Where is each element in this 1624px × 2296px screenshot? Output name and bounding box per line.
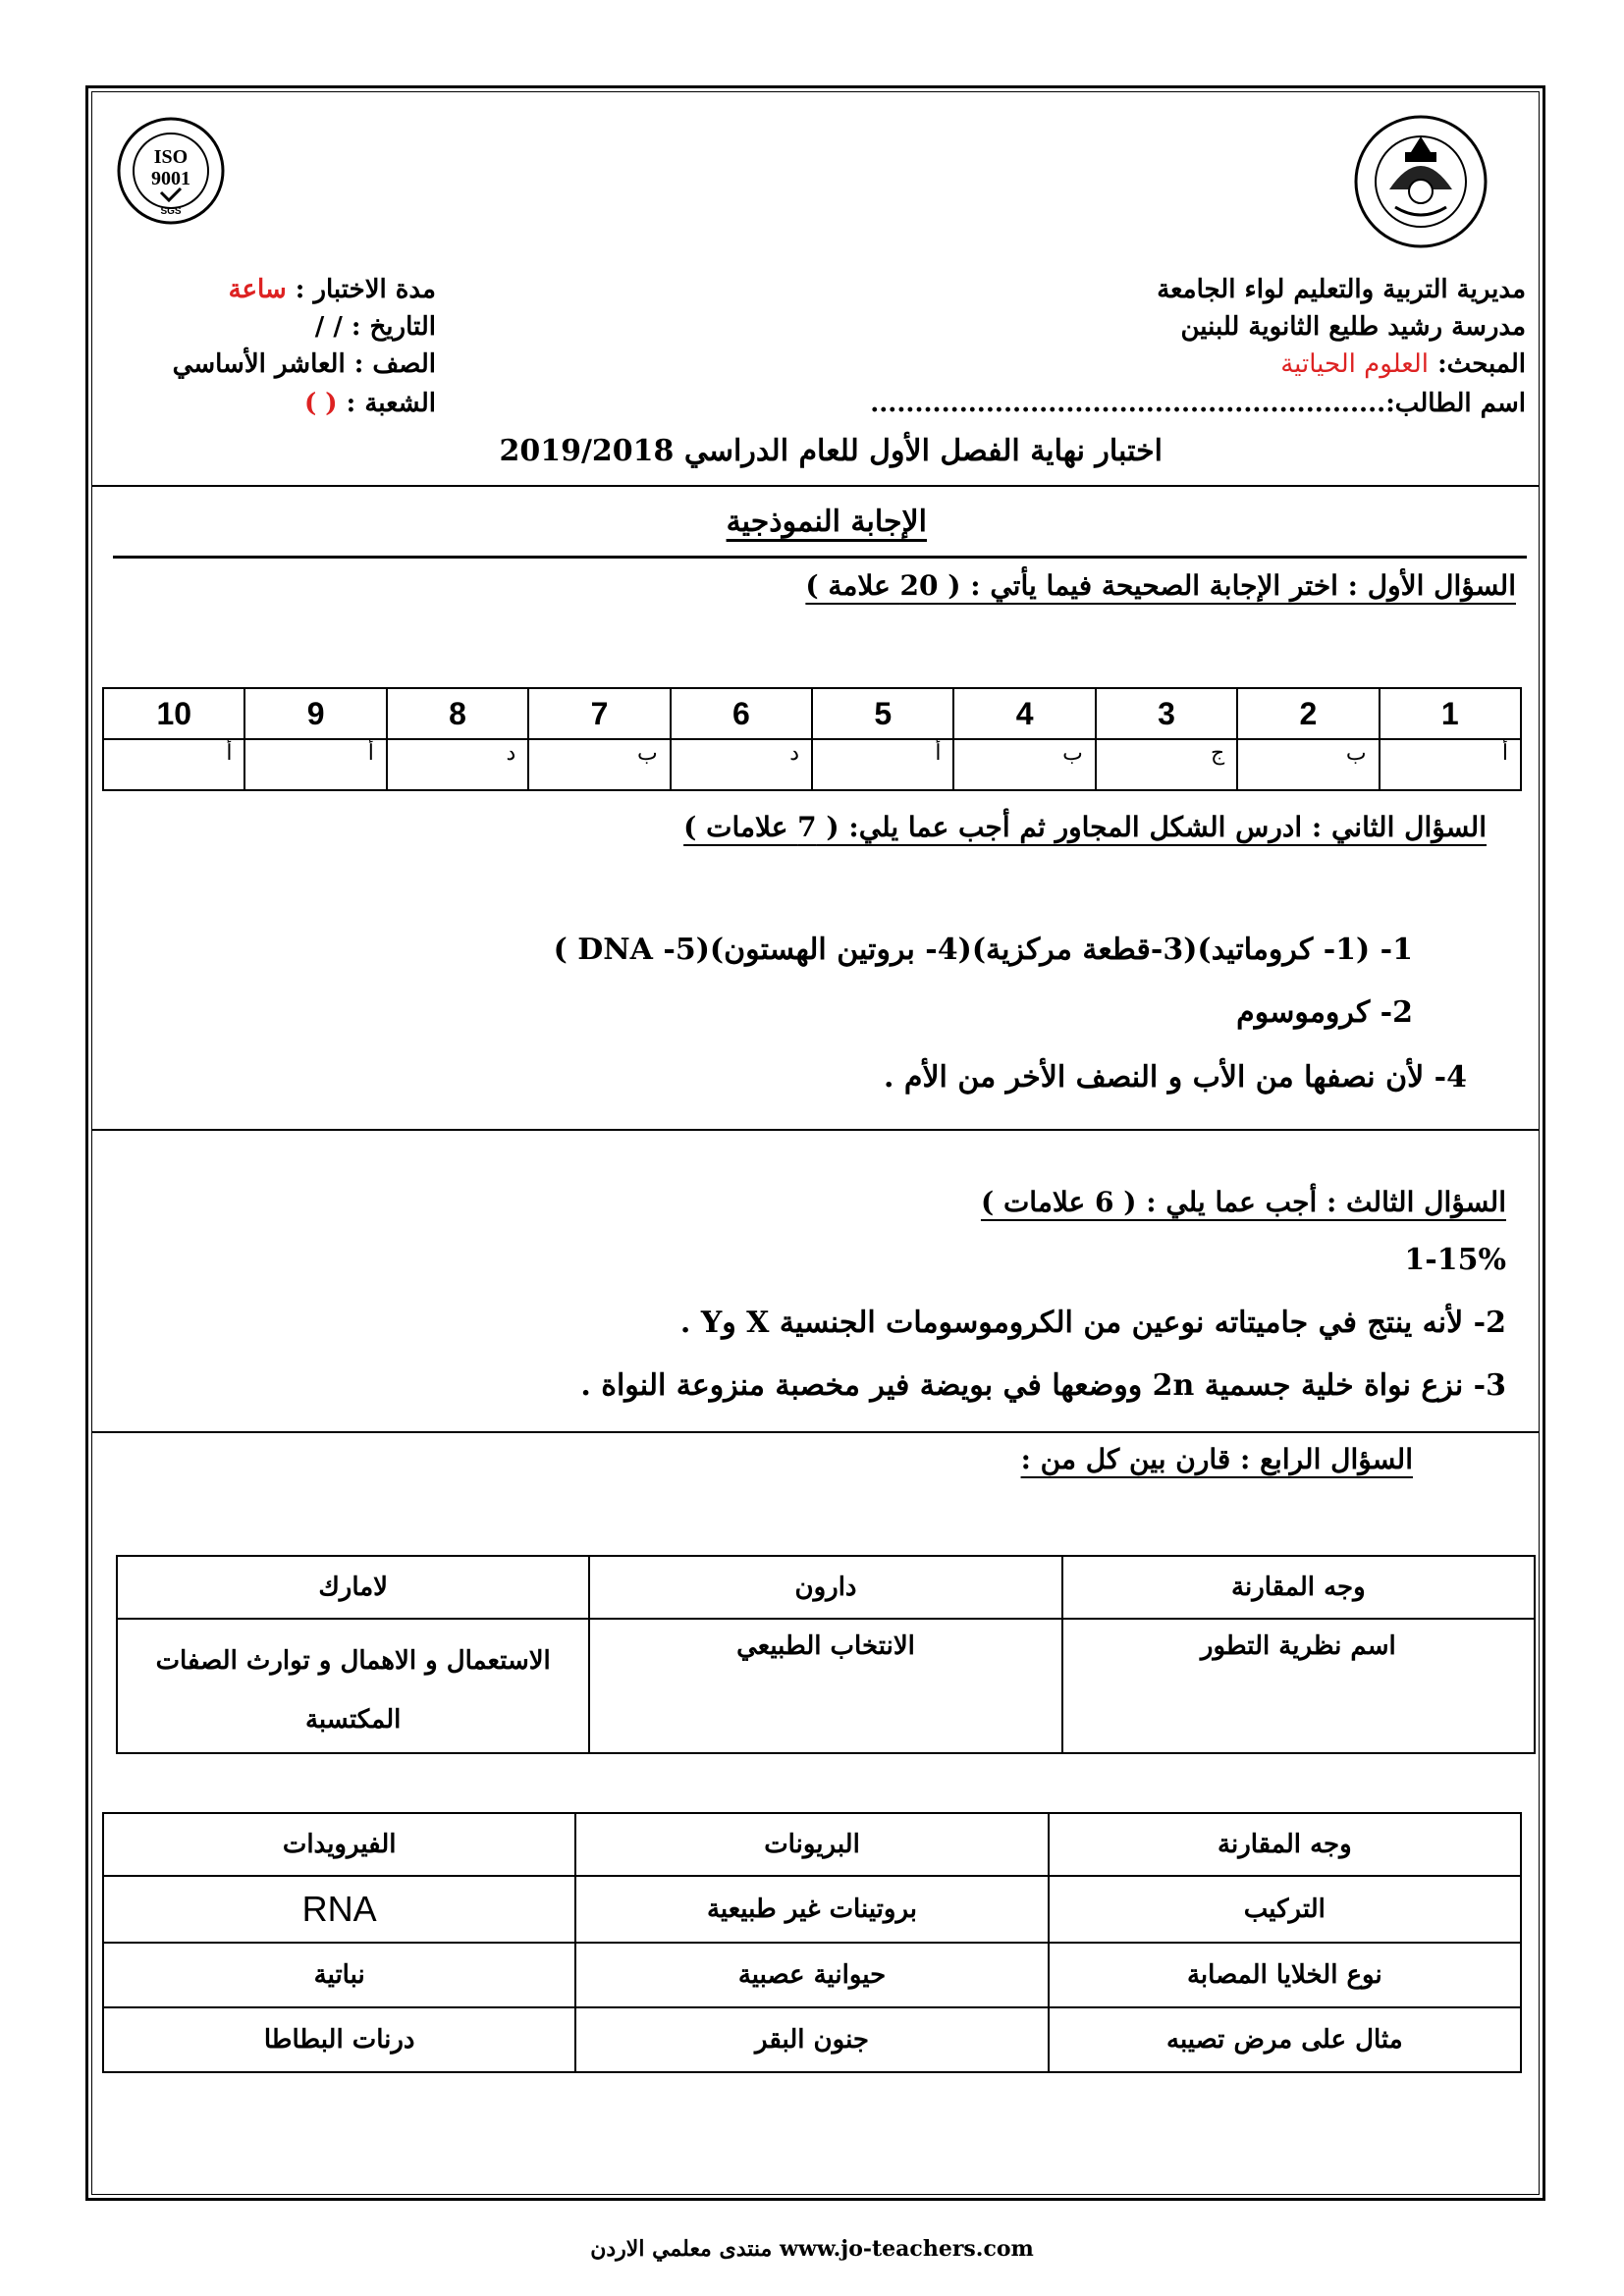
model-answer-title: الإجابة النموذجية	[726, 505, 927, 539]
school-name: مدرسة رشيد طليع الثانوية للبنين	[1180, 312, 1526, 342]
section-value: ( )	[303, 389, 338, 418]
grade-label: الصف : العاشر الأساسي	[172, 349, 436, 379]
title-underline	[113, 556, 1527, 559]
table1-cell-lamarck: الاستعمال و الاهمال و توارث الصفات المكتسبة	[117, 1619, 589, 1753]
q1-ans-6: د	[671, 739, 812, 790]
table1-header-aspect: وجه المقارنة	[1062, 1556, 1535, 1619]
q1-num-3: 3	[1096, 688, 1237, 739]
q3-answer-2: 2- لأنه ينتج في جاميتاته نوعين من الكروموسومات الجنسية X وY .	[679, 1306, 1506, 1340]
subject-value: العلوم الحياتية	[1280, 349, 1429, 379]
q1-num-4: 4	[953, 688, 1095, 739]
table2-r1-viroids: RNA	[103, 1876, 575, 1943]
table1-cell-darwin: الانتخاب الطبيعي	[589, 1619, 1061, 1753]
q1-num-7: 7	[528, 688, 670, 739]
q1-num-5: 5	[812, 688, 953, 739]
svg-text:ISO: ISO	[153, 146, 189, 168]
directorate-name: مديرية التربية والتعليم لواء الجامعة	[1157, 275, 1526, 304]
q1-num-8: 8	[387, 688, 528, 739]
table2-r3-viroids: درنات البطاطا	[103, 2007, 575, 2072]
q2-answer-3: 4- لأن نصفها من الأب و النصف الأخر من الأم .	[883, 1060, 1467, 1095]
table1-header-darwin: دارون	[589, 1556, 1061, 1619]
table-row	[103, 1943, 1521, 2007]
table2-r3-aspect: مثال على مرض تصيبه	[1049, 2007, 1521, 2072]
footer-website: www.jo-teachers.com منتدى معلمي الاردن	[590, 2236, 1034, 2262]
duration-line	[229, 275, 436, 304]
q1-ans-4: ب	[953, 739, 1095, 790]
table1-header-lamarck: لامارك	[117, 1556, 589, 1619]
subject-label: المبحث:	[1437, 349, 1526, 379]
section-line	[304, 389, 436, 418]
q1-ans-3: ج	[1096, 739, 1237, 790]
q3-title: السؤال الثالث : أجب عما يلي : ( 6 علامات )	[980, 1186, 1506, 1218]
q1-num-2: 2	[1237, 688, 1379, 739]
exam-title: اختبار نهاية الفصل الأول للعام الدراسي 2019/2018	[499, 434, 1163, 468]
q1-ans-9: أ	[244, 739, 386, 790]
table2-r2-aspect: نوع الخلايا المصابة	[1049, 1943, 1521, 2007]
q2-divider	[91, 1129, 1540, 1131]
svg-text:SGS: SGS	[160, 206, 182, 217]
table-row	[103, 1876, 1521, 1943]
student-name-field: اسم الطالب:..........................................................	[870, 389, 1526, 418]
table-header-row	[103, 1813, 1521, 1876]
iso-9001-logo	[116, 116, 226, 226]
table2-r1-aspect: التركيب	[1049, 1876, 1521, 1943]
q1-ans-2: ب	[1237, 739, 1379, 790]
prion-viroid-comparison-table	[102, 1812, 1522, 2073]
q1-ans-1: أ	[1380, 739, 1521, 790]
q1-ans-8: د	[387, 739, 528, 790]
table2-header-aspect: وجه المقارنة	[1049, 1813, 1521, 1876]
table-header-row	[117, 1556, 1535, 1619]
header-divider	[91, 485, 1540, 487]
q3-answer-1: 1-15%	[1404, 1243, 1506, 1277]
duration-value: ساعة	[228, 275, 287, 304]
q1-num-1: 1	[1380, 688, 1521, 739]
table-row	[117, 1619, 1535, 1753]
q3-divider	[91, 1431, 1540, 1433]
q1-number-row	[103, 688, 1521, 739]
q1-ans-7: ب	[528, 739, 670, 790]
svg-text:9001: 9001	[151, 168, 190, 189]
table1-cell-aspect: اسم نظرية التطور	[1062, 1619, 1535, 1753]
table2-header-viroids: الفيرويدات	[103, 1813, 575, 1876]
q1-answer-table	[102, 687, 1522, 791]
section-label: الشعبة :	[346, 389, 436, 418]
table2-header-prions: البريونات	[575, 1813, 1048, 1876]
q4-title: السؤال الرابع : قارن بين كل من :	[1020, 1443, 1413, 1475]
q2-title: السؤال الثاني : ادرس الشكل المجاور ثم أجب عما يلي: ( 7 علامات )	[683, 811, 1487, 843]
table-row	[103, 2007, 1521, 2072]
q1-ans-5: أ	[812, 739, 953, 790]
q1-num-10: 10	[103, 688, 244, 739]
duration-label: مدة الاختبار :	[295, 275, 436, 304]
subject-line	[1280, 349, 1526, 379]
table2-r2-prions: حيوانية عصبية	[575, 1943, 1048, 2007]
q2-answer-2: 2- كروموسوم	[1236, 995, 1413, 1030]
q1-num-6: 6	[671, 688, 812, 739]
exam-date: التاريخ : / /	[314, 312, 436, 342]
q1-answer-row	[103, 739, 1521, 790]
q3-answer-3: 3- نزع نواة خلية جسمية 2n ووضعها في بويضة فير مخصبة منزوعة النواة .	[580, 1368, 1506, 1403]
ministry-seal-logo	[1350, 113, 1492, 250]
q1-ans-10: أ	[103, 739, 244, 790]
q2-answer-1: 1- (1- كروماتيد)(3-قطعة مركزية)(4- بروتين الهستون)(5- DNA )	[553, 933, 1413, 967]
table2-r1-prions: بروتينات غير طبيعية	[575, 1876, 1048, 1943]
table2-r2-viroids: نباتية	[103, 1943, 575, 2007]
table2-r3-prions: جنون البقر	[575, 2007, 1048, 2072]
q1-title: السؤال الأول : اختر الإجابة الصحيحة فيما يأتي : ( 20 علامة )	[805, 569, 1516, 602]
evolution-comparison-table	[116, 1555, 1536, 1754]
q1-num-9: 9	[244, 688, 386, 739]
